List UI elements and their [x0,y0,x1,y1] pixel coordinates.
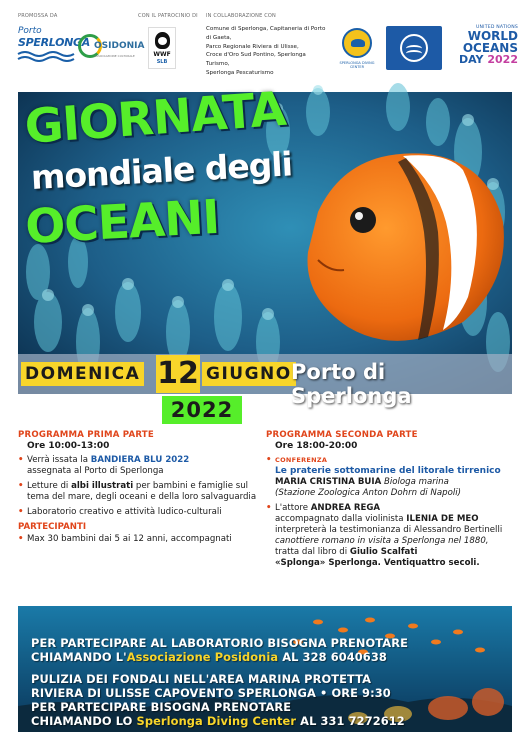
booking-line-2 [31,650,387,664]
collab-line: Parco Regionale Riviera di Ulisse, [206,43,299,50]
diving-center-highlight: Sperlonga Diving Center [136,714,297,728]
month-label: GIUGNO [202,362,296,386]
place-label: Porto di Sperlonga [291,360,412,408]
porto-sperlonga-logo [18,26,90,70]
collaborazione-caption: IN COLLABORAZIONE CON [206,13,276,19]
diving-center-phone: AL 331 7272612 [296,714,405,728]
actor-name: ANDREA REGA [310,503,381,513]
author-name: Giulio Scalfati [349,547,418,557]
violinist-name: ILENIA DE MEO [406,514,479,524]
program-second-title: PROGRAMMA SECONDA PARTE [266,430,418,440]
speaker-org: (Stazione Zoologica Anton Dohrn di Napoli) [275,488,461,498]
posidonia-logo-text: OSIDONIA [94,41,145,51]
patrocinio-caption: CON IL PATROCINIO DI [138,13,198,19]
posidonia-logo-sub: ASSOCIAZIONE CULTURALE [94,54,135,58]
booking-text: CHIAMANDO LO [31,714,137,728]
collab-line: Sperlonga Pescaturismo [206,69,274,76]
world-oceans-day-logo [448,25,518,66]
wod-world: WORLD [467,29,518,43]
waves-icon [18,50,72,62]
speaker-role: Biologa marina [383,477,449,487]
wwf-logo [148,27,176,69]
booking-line-1: PER PARTECIPARE AL LABORATORIO BISOGNA PRENOTARE [31,636,408,650]
program-second-part [266,430,516,573]
item-text: Verrà issata la [27,455,91,465]
item-text: accompagnato dalla violinista [275,514,407,524]
title-mondiale: mondiale degli [30,144,293,197]
speaker-name: MARIA CRISTINA BUIA [275,477,382,487]
participants-title: PARTECIPANTI [18,522,87,532]
diving-center-logo-caption: SPERLONGA DIVING CENTER [339,61,375,69]
item-bold: albi illustrati [71,481,134,491]
porto-logo-line1: Porto [18,26,42,36]
item-text: L'attore [275,503,311,513]
wwf-text: WWF [153,51,171,58]
year-label: 2022 [162,396,242,424]
day-number: 12 [157,356,199,391]
slb-text: SLB [156,59,168,65]
item-text: Laboratorio creativo e attività ludico-culturali [27,507,222,517]
wod-oceans: OCEANS [462,41,518,55]
diving-center-logo [342,28,372,58]
posidonia-logo [78,34,145,64]
conference-label: • CONFERENZA [275,456,328,464]
posidonia-highlight: Associazione Posidonia [126,650,279,664]
wod-day: DAY [458,53,484,66]
promossa-da-caption: PROMOSSA DA [18,13,58,19]
booking-line-4: RIVIERA DI ULISSE CAPOVENTO SPERLONGA • ORE 9:30 [31,686,391,700]
bandiera-blu-highlight: BANDIERA BLU 2022 [90,455,190,465]
blue-flag-logo [386,26,442,70]
program-second-time: Ore 18:00-20:00 [275,441,358,451]
collab-line: Comune di Sperlonga, Capitaneria di Porto di Gaeta, [206,26,326,41]
porto-logo-line2: SPERLONGA [18,36,90,49]
item-text: assegnata al Porto di Sperlonga [27,466,164,476]
hero-banner [18,81,512,408]
program-first-part [18,430,258,549]
weekday-label: DOMENICA [21,362,144,386]
collaboration-list [206,25,331,78]
participants-text: Max 30 bambini dai 5 ai 12 anni, accompagnati [27,534,232,544]
booking-banner [18,606,512,732]
item-text: interpreterà la testimonianza di Alessandro Bertinelli [275,525,503,535]
booking-line-3: PULIZIA DEI FONDALI NELL'AREA MARINA PROTETTA [31,672,372,686]
book-title: «Splonga» Sperlonga. Ventiquattro secoli. [275,558,480,568]
item-text: per bambini e famiglie sul tema del mare, degli oceani e della loro salvaguardia [27,481,257,502]
posidonia-phone: AL 328 6040638 [278,650,387,664]
item-text: Letture di [27,481,72,491]
program-first-time: Ore 10:00-13:00 [27,441,110,451]
header [0,0,530,86]
list-item [266,455,516,499]
panda-icon [155,32,170,49]
list-item [18,481,258,503]
list-item [18,455,258,477]
blue-flag-icon [400,34,428,62]
booking-line-6 [31,714,405,728]
wod-un: UNITED NATIONS [475,25,518,30]
item-text: canottiere romano in visita a Sperlonga nel 1880, [275,536,489,546]
title-oceani: OCEANI [24,189,221,255]
item-text: tratta dal libro di [275,547,350,557]
wod-year: 2022 [487,53,518,66]
booking-text: CHIAMANDO L' [31,650,127,664]
conference-title: Le praterie sottomarine del litorale tirrenico [275,466,501,476]
list-item [266,503,516,569]
list-item [18,534,258,545]
program-first-title: PROGRAMMA PRIMA PARTE [18,430,154,440]
list-item [18,507,258,518]
title-giornata: GIORNATA [23,81,288,155]
booking-line-5: PER PARTECIPARE BISOGNA PRENOTARE [31,700,292,714]
collab-line: Croce d'Oro Sud Pontino, Sperlonga Turismo, [206,52,306,68]
